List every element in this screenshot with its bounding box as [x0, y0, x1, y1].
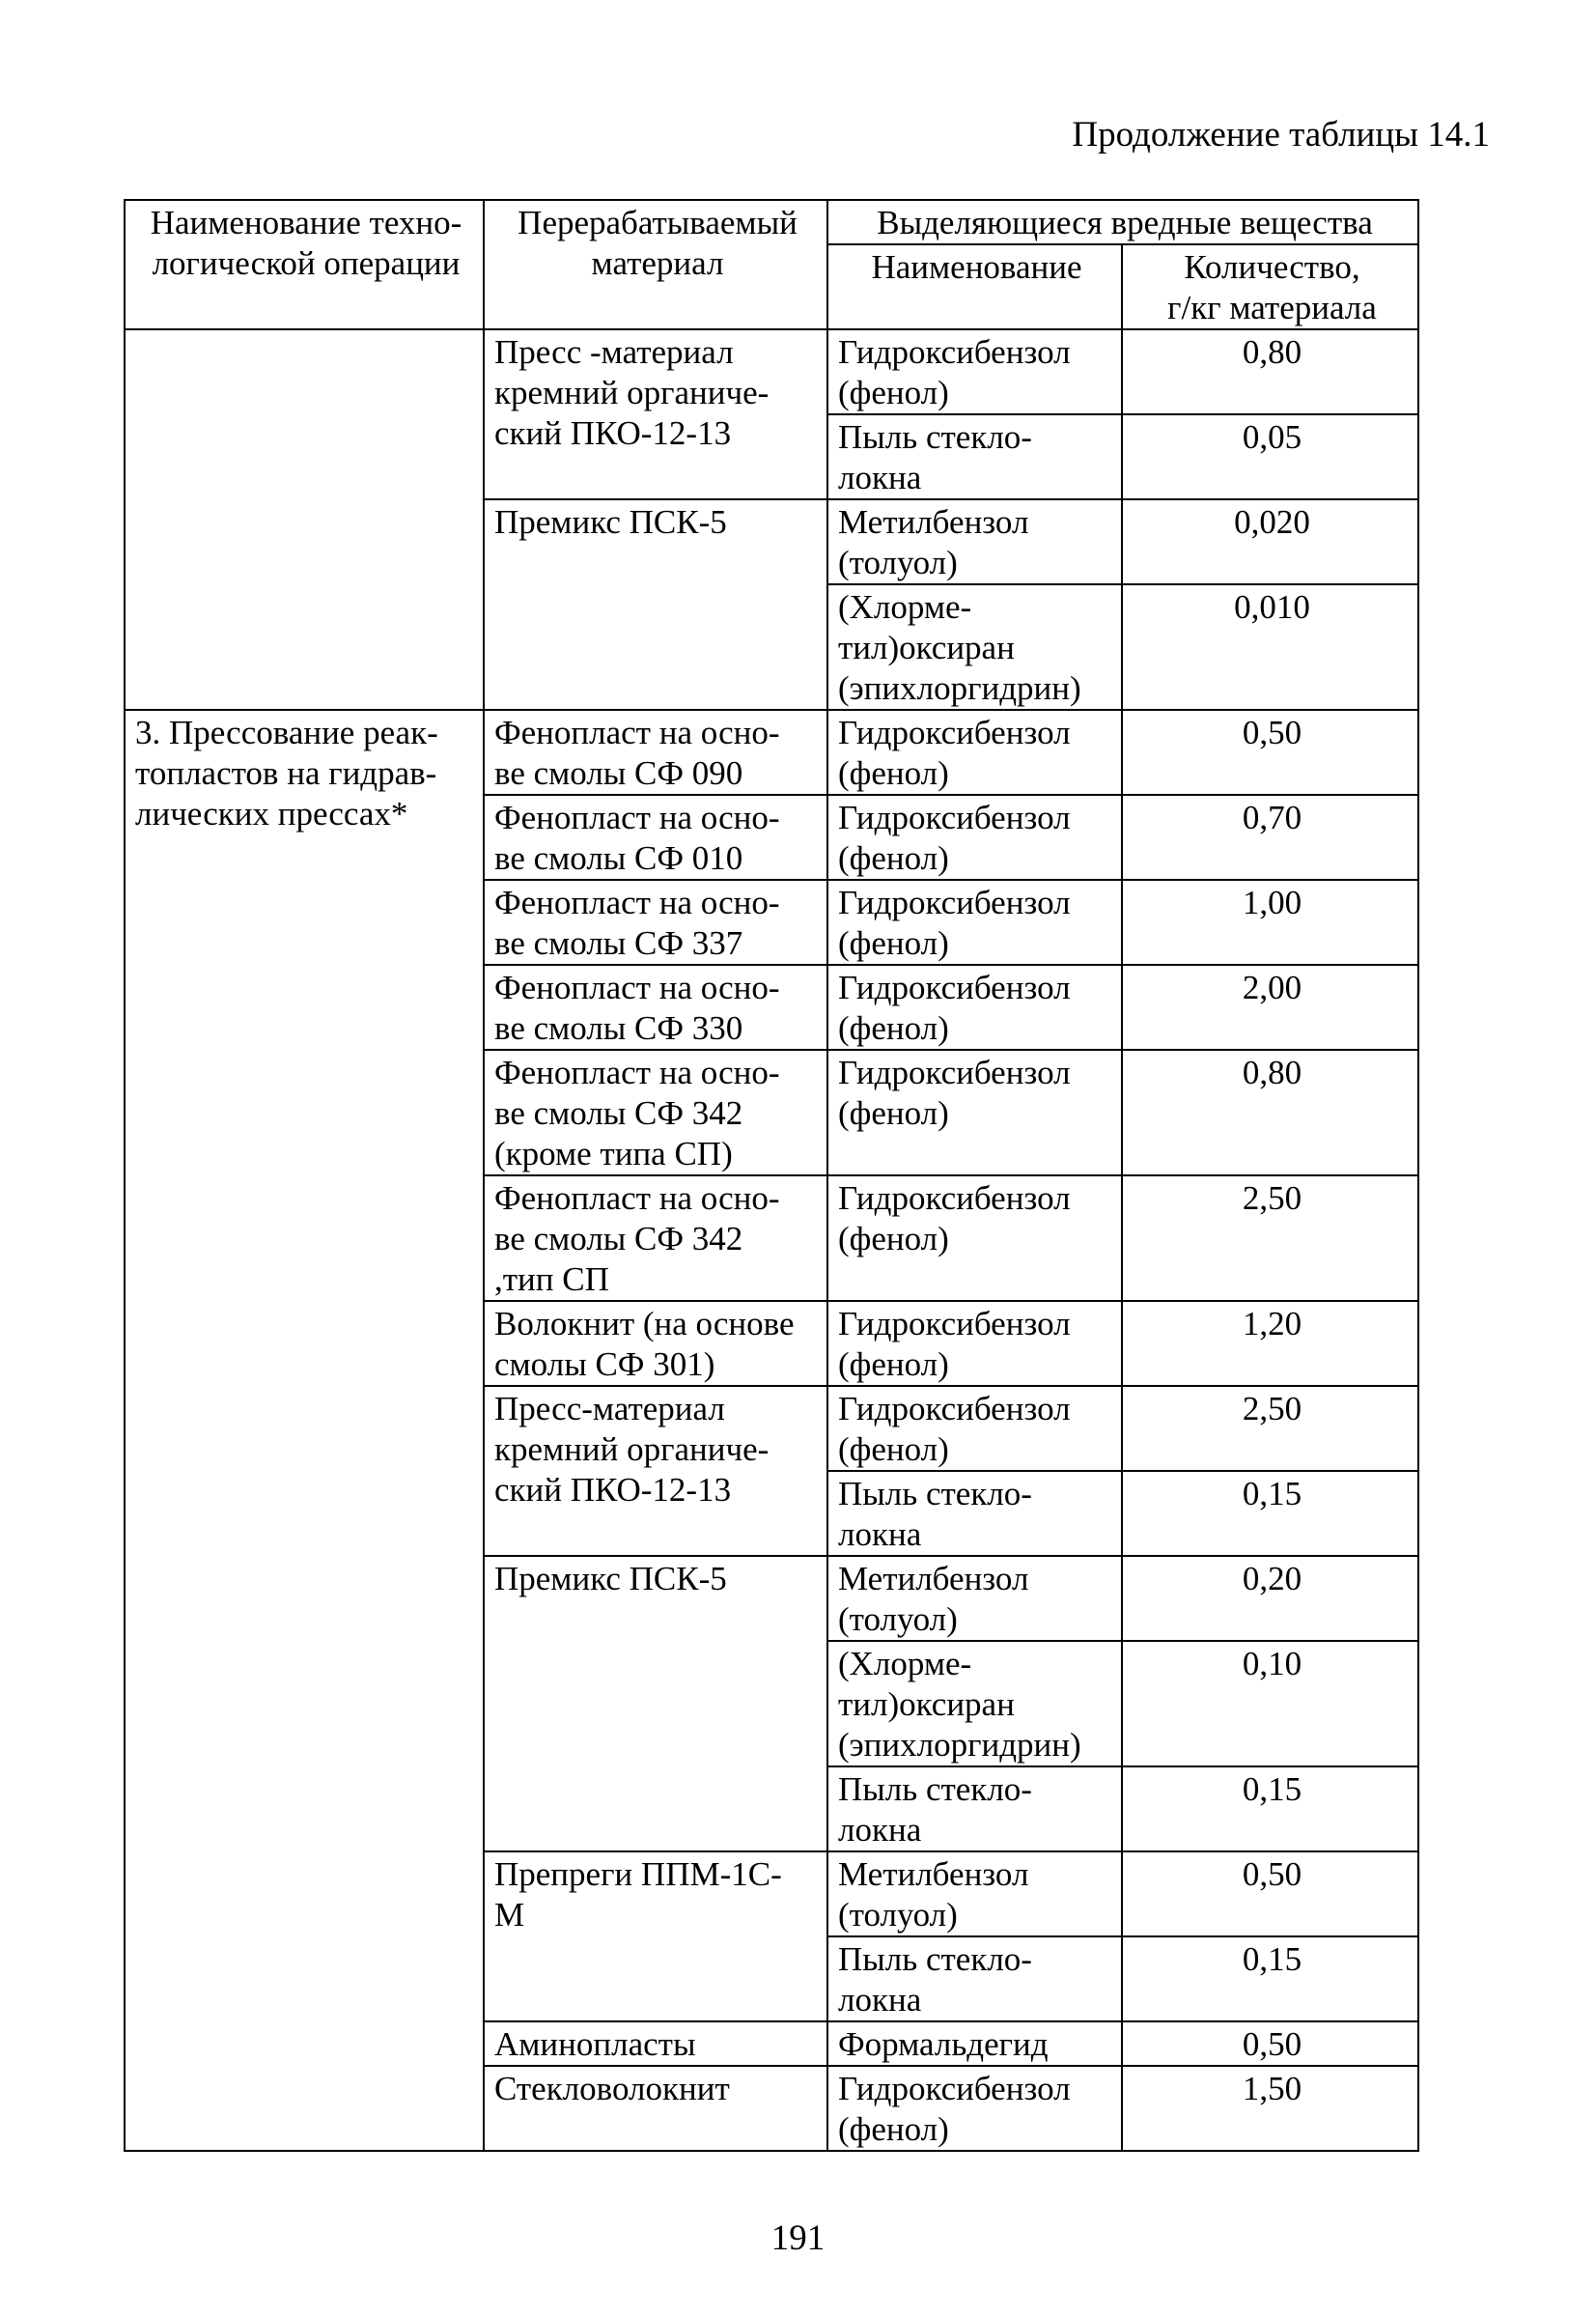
substance-cell: Гидроксибензол (фенол): [827, 795, 1122, 880]
amount-cell: 0,50: [1122, 2021, 1418, 2066]
substance-cell: Пыль стекло- локна: [827, 1936, 1122, 2021]
material-cell: Фенопласт на осно- ве смолы СФ 342 (кроме типа СП): [484, 1050, 827, 1175]
header-amount: Количество, г/кг материала: [1122, 244, 1418, 329]
material-cell: Пресс-материал кремний органиче- ский ПКО-12-13: [484, 1386, 827, 1556]
material-cell: Фенопласт на осно- ве смолы СФ 090: [484, 710, 827, 795]
substance-cell: Гидроксибензол (фенол): [827, 1050, 1122, 1175]
amount-cell: 0,20: [1122, 1556, 1418, 1641]
amount-cell: 0,05: [1122, 414, 1418, 499]
amount-cell: 0,50: [1122, 710, 1418, 795]
substance-cell: Гидроксибензол (фенол): [827, 2066, 1122, 2151]
substance-cell: (Хлорме- тил)оксиран (эпихлоргидрин): [827, 1641, 1122, 1766]
amount-cell: 2,50: [1122, 1175, 1418, 1301]
material-cell: Препреги ППМ-1С- М: [484, 1851, 827, 2021]
amount-cell: 0,50: [1122, 1851, 1418, 1936]
header-name: Наименование: [827, 244, 1122, 329]
material-cell: Аминопласты: [484, 2021, 827, 2066]
amount-cell: 0,15: [1122, 1936, 1418, 2021]
operation-cell: 3. Прессование реак- топластов на гидрав- лических прессах*: [125, 710, 484, 2151]
header-row: [125, 200, 1418, 244]
amount-cell: 2,00: [1122, 965, 1418, 1050]
substance-cell: Пыль стекло- локна: [827, 1471, 1122, 1556]
material-cell: Стекловолокнит: [484, 2066, 827, 2151]
emissions-table: [124, 199, 1419, 2152]
substance-cell: Метилбензол (толуол): [827, 1556, 1122, 1641]
substance-cell: Гидроксибензол (фенол): [827, 329, 1122, 414]
substance-cell: Гидроксибензол (фенол): [827, 965, 1122, 1050]
operation-cell-empty: [125, 329, 484, 710]
header-operation: Наименование техно- логической операции: [125, 200, 484, 329]
amount-cell: 0,010: [1122, 584, 1418, 710]
table-row: [125, 329, 1418, 414]
header-substances: Выделяющиеся вредные вещества: [827, 200, 1418, 244]
material-cell: Пресс -материал кремний органиче- ский ПКО-12-13: [484, 329, 827, 499]
material-cell: Волокнит (на основе смолы СФ 301): [484, 1301, 827, 1386]
material-cell: Фенопласт на осно- ве смолы СФ 010: [484, 795, 827, 880]
amount-cell: 0,80: [1122, 1050, 1418, 1175]
header-material: Перерабатываемый материал: [484, 200, 827, 329]
continuation-caption: Продолжение таблицы 14.1: [1072, 115, 1490, 155]
material-cell: Фенопласт на осно- ве смолы СФ 330: [484, 965, 827, 1050]
amount-cell: 1,20: [1122, 1301, 1418, 1386]
amount-cell: 0,15: [1122, 1471, 1418, 1556]
material-cell: Премикс ПСК-5: [484, 499, 827, 710]
amount-cell: 1,00: [1122, 880, 1418, 965]
substance-cell: Пыль стекло- локна: [827, 1766, 1122, 1851]
substance-cell: Гидроксибензол (фенол): [827, 880, 1122, 965]
amount-cell: 1,50: [1122, 2066, 1418, 2151]
substance-cell: Гидроксибензол (фенол): [827, 1386, 1122, 1471]
material-cell: Фенопласт на осно- ве смолы СФ 337: [484, 880, 827, 965]
amount-cell: 0,70: [1122, 795, 1418, 880]
substance-cell: Метилбензол (толуол): [827, 499, 1122, 584]
amount-cell: 0,80: [1122, 329, 1418, 414]
amount-cell: 2,50: [1122, 1386, 1418, 1471]
substance-cell: Пыль стекло- локна: [827, 414, 1122, 499]
amount-cell: 0,020: [1122, 499, 1418, 584]
substance-cell: Гидроксибензол (фенол): [827, 710, 1122, 795]
page-number: 191: [770, 2218, 826, 2258]
table-row: [125, 710, 1418, 795]
substance-cell: Гидроксибензол (фенол): [827, 1301, 1122, 1386]
substance-cell: Гидроксибензол (фенол): [827, 1175, 1122, 1301]
substance-cell: Формальдегид: [827, 2021, 1122, 2066]
amount-cell: 0,15: [1122, 1766, 1418, 1851]
substance-cell: Метилбензол (толуол): [827, 1851, 1122, 1936]
material-cell: Премикс ПСК-5: [484, 1556, 827, 1851]
material-cell: Фенопласт на осно- ве смолы СФ 342 ,тип СП: [484, 1175, 827, 1301]
amount-cell: 0,10: [1122, 1641, 1418, 1766]
substance-cell: (Хлорме- тил)оксиран (эпихлоргидрин): [827, 584, 1122, 710]
table-body: [125, 200, 1418, 2151]
